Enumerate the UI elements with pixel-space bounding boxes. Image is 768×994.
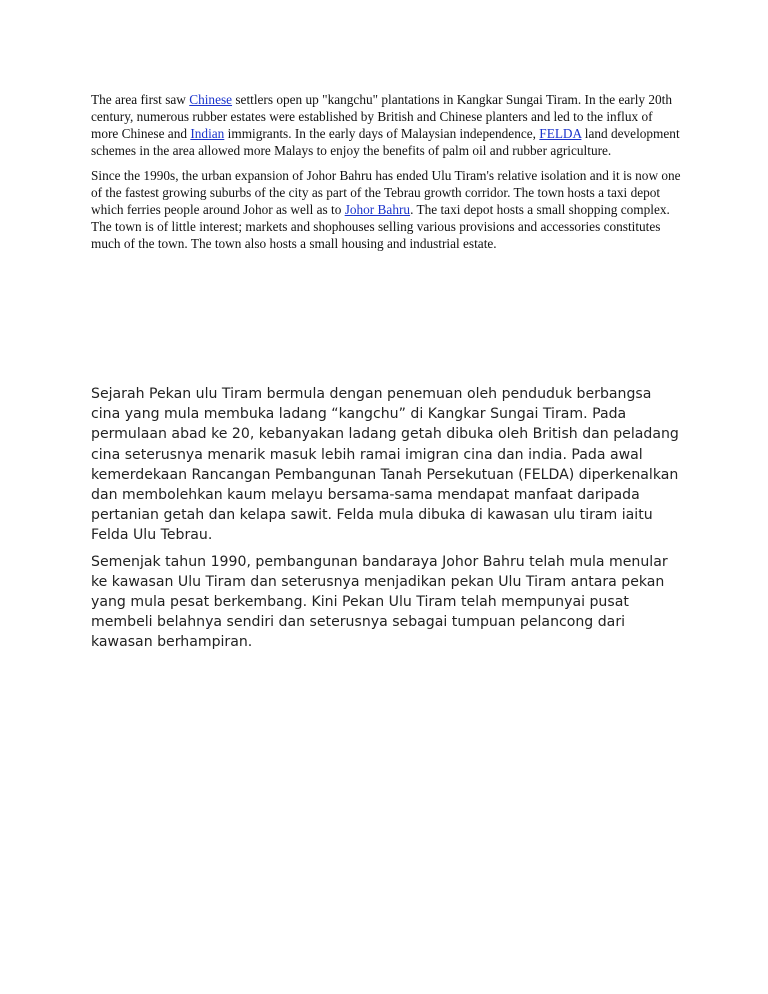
english-section [91, 91, 681, 260]
english-p1-text-3: immigrants. In the early days of Malaysian independence, [224, 126, 540, 141]
link-felda[interactable]: FELDA [539, 126, 582, 141]
malay-paragraph-1: Sejarah Pekan ulu Tiram bermula dengan penemuan oleh penduduk berbangsa cina yang mula membuka ladang “kangchu” di Kangkar Sungai Tiram. Pada permulaan abad ke 20, kebanyakan ladang getah dibuka oleh British dan peladang cina seterusnya menarik masuk lebih ramai imigran cina dan india. Pada awal kemerdekaan Rancangan Pembangunan Tanah Persekutuan (FELDA) diperkenalkan dan membolehkan kaum melayu bersama-sama mendapat manfaat daripada pertanian getah dan kelapa sawit. Felda mula dibuka di kawasan ulu tiram iaitu Felda Ulu Tebrau. [91, 386, 679, 544]
malay-paragraph-2: Semenjak tahun 1990, pembangunan bandaraya Johor Bahru telah mula menular ke kawasan Ulu Tiram dan seterusnya menjadikan pekan Ulu Tiram antara pekan yang mula pesat berkembang. Kini Pekan Ulu Tiram telah mempunyai pusat membeli belahnya sendiri dan seterusnya sebagai tumpuan pelancong dari kawasan berhampiran. [91, 553, 668, 651]
english-paragraph-2 [91, 167, 681, 252]
link-indian[interactable]: Indian [190, 126, 225, 141]
malay-section [91, 384, 681, 659]
link-chinese[interactable]: Chinese [189, 92, 233, 107]
english-p2-text-1: Since the 1990s, the urban expansion of Johor Bahru has ended Ulu Tiram's relative isolation and it is now one of the fastest growing suburbs of the city as part of the Tebrau growth corridor. The town hosts a taxi depot which ferries people around Johor as well as to [91, 168, 681, 217]
english-p1-text-4: land development schemes in the area allowed more Malays to enjoy the benefits of palm oil and rubber agriculture. [91, 126, 680, 158]
link-johor-bahru[interactable]: Johor Bahru [344, 202, 411, 217]
english-paragraph-1 [91, 91, 681, 159]
english-p1-text-2: settlers open up "kangchu" plantations in Kangkar Sungai Tiram. In the early 20th century, numerous rubber estates were established by British and Chinese planters and led to the influx of more Chinese and [91, 92, 673, 141]
english-p2-text-2: . The taxi depot hosts a small shopping complex. The town is of little interest; markets and shophouses selling various provisions and accessories constitutes much of the town. The town also hosts a small housing and industrial estate. [91, 202, 670, 251]
english-p1-text-1: The area first saw [91, 92, 190, 107]
